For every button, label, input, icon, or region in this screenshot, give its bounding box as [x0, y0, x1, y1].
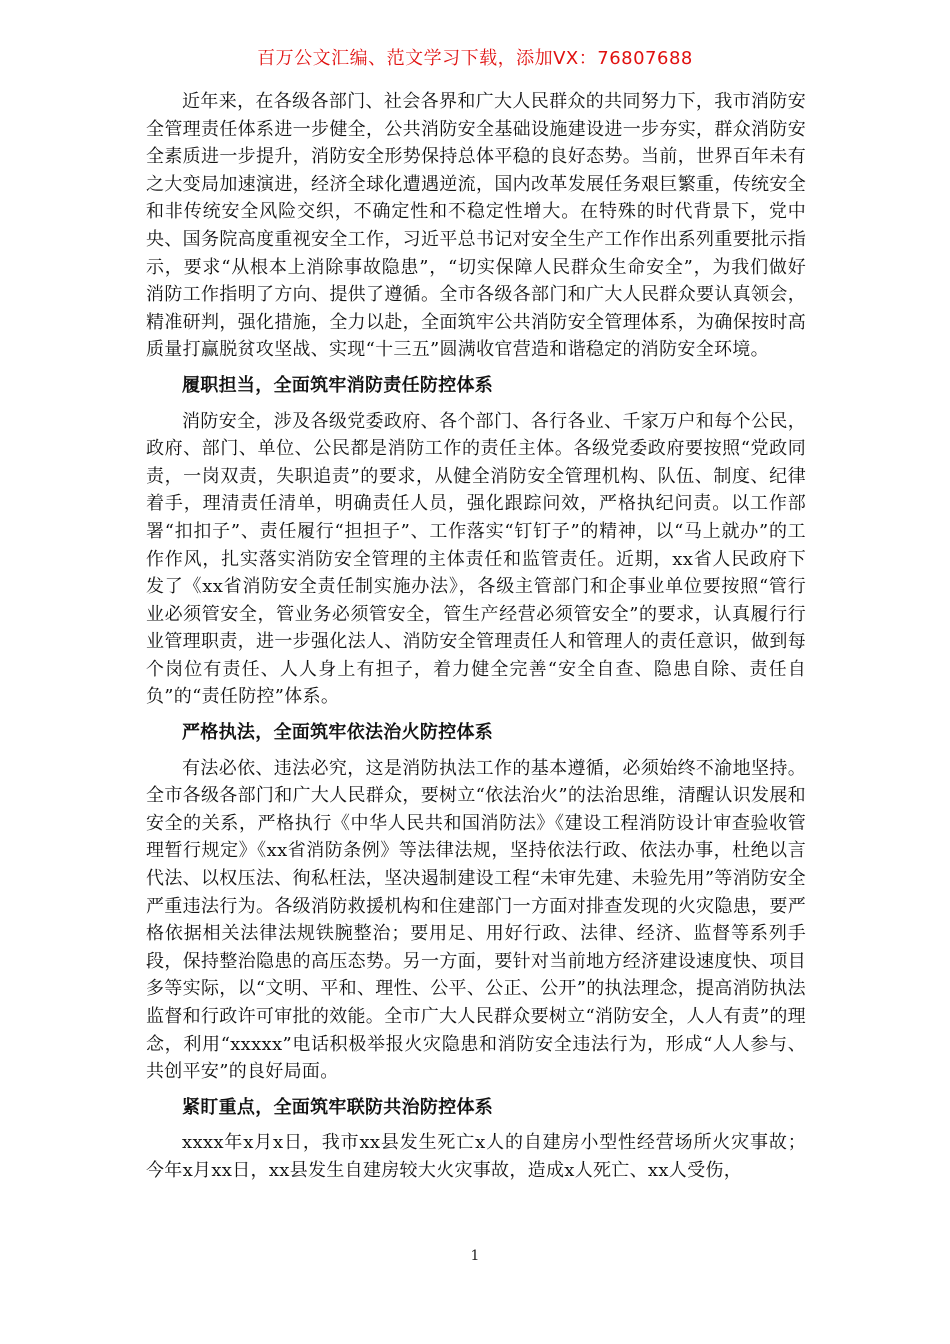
intro-paragraph: 近年来，在各级各部门、社会各界和广大人民群众的共同努力下，我市消防安全管理责任体系进一步健全，公共消防安全基础设施建设进一步夯实，群众消防安全素质进一步提升，消防安全形势保持总体平稳的良好态势。当前，世界百年未有之大变局加速演进，经济全球化遭遇逆流，国内改革发展任务艰巨繁重，传统安全和非传统安全风险交织，不确定性和不稳定性增大。在特殊的时代背景下，党中央、国务院高度重视安全工作，习近平总书记对安全生产工作作出系列重要批示指示，要求“从根本上消除事故隐患”，“切实保障人民群众生命安全”，为我们做好消防工作指明了方向、提供了遵循。全市各级各部门和广大人民群众要认真领会，精准研判，强化措施，全力以赴，全面筑牢公共消防安全管理体系，为确保按时高质量打赢脱贫攻坚战、实现“十三五”圆满收官营造和谐稳定的消防安全环境。: [146, 91, 806, 361]
joint-prevention-paragraph: xxxx年x月x日，我市xx县发生死亡x人的自建房小型性经营场所火灾事故；今年x月xx日，xx县发生自建房较大火灾事故，造成x人死亡、xx人受伤，: [146, 1132, 806, 1181]
document-body: [146, 88, 806, 1189]
section-heading-law-enforcement: 严格执法，全面筑牢依法治火防控体系: [182, 722, 494, 744]
watermark-banner: 百万公文汇编、范文学习下载，添加VX：76807688: [257, 48, 693, 69]
section-heading-responsibility: 履职担当，全面筑牢消防责任防控体系: [182, 374, 494, 396]
section-heading-joint-prevention: 紧盯重点，全面筑牢联防共治防控体系: [182, 1096, 494, 1118]
law-enforcement-paragraph: 有法必依、违法必究，这是消防执法工作的基本遵循，必须始终不渝地坚持。全市各级各部门和广大人民群众，要树立“依法治火”的法治思维，清醒认识发展和安全的关系，严格执行《中华人民共和国消防法》《建设工程消防设计审查验收管理暂行规定》《xx省消防条例》等法律法规，坚持依法行政、依法办事，杜绝以言代法、以权压法、徇私枉法，坚决遏制建设工程“未审先建、未验先用”等消防安全严重违法行为。各级消防救援机构和住建部门一方面对排查发现的火灾隐患，要严格依据相关法律法规铁腕整治；要用足、用好行政、法律、经济、监督等系列手段，保持整治隐患的高压态势。另一方面，要针对当前地方经济建设速度快、项目多等实际，以“文明、平和、理性、公平、公正、公开”的执法理念，提高消防执法监督和行政许可审批的效能。全市广大人民群众要树立“消防安全，人人有责”的理念，利用“xxxxx”电话积极举报火灾隐患和消防安全违法行为，形成“人人参与、共创平安”的良好局面。: [146, 757, 806, 1083]
responsibility-paragraph: 消防安全，涉及各级党委政府、各个部门、各行各业、千家万户和每个公民，政府、部门、单位、公民都是消防工作的责任主体。各级党委政府要按照“党政同责，一岗双责，失职追责”的要求，从健全消防安全管理机构、队伍、制度、纪律着手，理清责任清单，明确责任人员，强化跟踪问效，严格执纪问责。以工作部署“扣扣子”、责任履行“担担子”、工作落实“钉钉子”的精神，以“马上就办”的工作作风，扎实落实消防安全管理的主体责任和监管责任。近期，xx省人民政府下发了《xx省消防安全责任制实施办法》，各级主管部门和企事业单位要按照“管行业必须管安全，管业务必须管安全，管生产经营必须管安全”的要求，认真履行行业管理职责，进一步强化法人、消防安全管理责任人和管理人的责任意识，做到每个岗位有责任、人人身上有担子，着力健全完善“安全自查、隐患自除、责任自负”的“责任防控”体系。: [146, 410, 806, 708]
page-number: 1: [470, 1248, 480, 1264]
